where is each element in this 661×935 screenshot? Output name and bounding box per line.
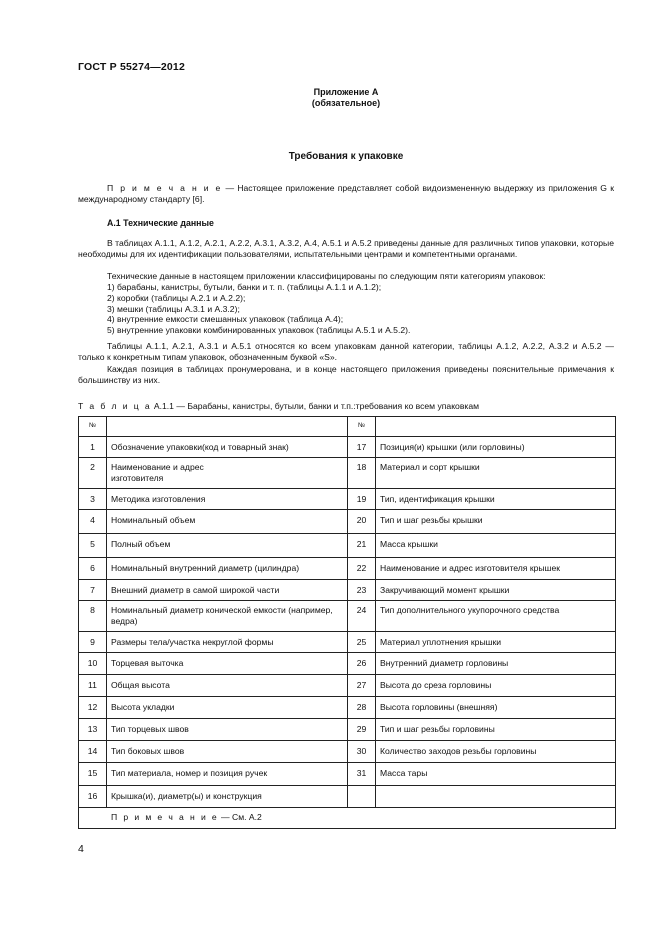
item-text: Позиция(и) крышки (или горловины) (376, 437, 616, 458)
item-text: Методика изготовления (107, 489, 348, 510)
list-item: 2) коробки (таблицы А.2.1 и А.2.2); (107, 292, 246, 303)
appendix-title: Приложение А (313, 87, 379, 97)
page-number: 4 (78, 843, 84, 855)
table-row (79, 786, 616, 808)
list-item: 1) барабаны, канистры, бутыли, банки и т. п. (таблицы А.1.1 и А.1.2); (107, 282, 382, 292)
item-text: Номинальный внутренний диаметр (цилиндра) (107, 558, 348, 580)
intro-note-label: П р и м е ч а н и е (107, 183, 223, 193)
table-row (79, 510, 616, 534)
table-row (79, 458, 616, 489)
paragraph-3: Таблицы А.1.1, А.2.1, А.3.1 и А.5.1 относятся ко всем упаковкам данной категории, таблицы А.1.2, А.2.2, А.3.2 и А.5.2 — только к конкретным типам упаковок, обозначенным буквой «S». (78, 341, 614, 362)
table-caption-text: А.1.1 — Барабаны, канистры, бутыли, банки и т.п.:требования ко всем упаковкам (151, 401, 480, 411)
item-text: Тип, идентификация крышки (376, 489, 616, 510)
item-number (348, 786, 376, 808)
item-text (376, 786, 616, 808)
item-text: Общая высота (107, 675, 348, 697)
list-item: 3) мешки (таблицы А.3.1 и А.3.2); (107, 303, 240, 314)
table-row (79, 437, 616, 458)
item-number: 28 (348, 697, 376, 719)
item-text: Внутренний диаметр горловины (376, 653, 616, 675)
item-text: Полный объем (107, 534, 348, 558)
table-note-row (79, 808, 616, 829)
intro-note (78, 183, 614, 205)
item-text: Тип торцевых швов (107, 719, 348, 741)
item-text: Количество заходов резьбы горловины (376, 741, 616, 763)
item-text: Высота до среза горловины (376, 675, 616, 697)
item-number: 3 (79, 489, 107, 510)
item-text: Материал уплотнения крышки (376, 632, 616, 653)
item-number: 21 (348, 534, 376, 558)
item-text: Обозначение упаковки(код и товарный знак) (107, 437, 348, 458)
header-no-left: № (79, 417, 107, 437)
item-text: Масса крышки (376, 534, 616, 558)
item-text: Размеры тела/участка некруглой формы (107, 632, 348, 653)
item-number: 6 (79, 558, 107, 580)
item-number: 19 (348, 489, 376, 510)
table-row (79, 580, 616, 601)
item-number: 7 (79, 580, 107, 601)
item-number: 29 (348, 719, 376, 741)
paragraph-4: Каждая позиция в таблицах пронумерована, и в конце настоящего приложения приведены пояснительные примечания к большинству из них. (78, 364, 614, 385)
table-caption-label: Т а б л и ц а (78, 401, 152, 411)
table-row (79, 558, 616, 580)
item-number: 26 (348, 653, 376, 675)
header-blank-right (376, 417, 616, 437)
table-row (79, 534, 616, 558)
item-text: Закручивающий момент крышки (376, 580, 616, 601)
item-number: 17 (348, 437, 376, 458)
header-blank-left (107, 417, 348, 437)
section-title: Требования к упаковке (288, 151, 404, 162)
item-number: 24 (348, 601, 376, 632)
item-text: Тип и шаг резьбы крышки (376, 510, 616, 534)
item-number: 25 (348, 632, 376, 653)
list-item: 5) внутренние упаковки комбинированных упаковок (таблицы А.5.1 и А.5.2). (107, 325, 411, 336)
table-row (79, 632, 616, 653)
item-number: 31 (348, 763, 376, 786)
item-number: 15 (79, 763, 107, 786)
table-row (79, 653, 616, 675)
table-note-label: П р и м е ч а н и е (111, 812, 219, 822)
item-number: 2 (79, 458, 107, 489)
table-note (79, 808, 616, 829)
table-note-text: — См. А.2 (218, 812, 262, 822)
item-number: 16 (79, 786, 107, 808)
subsection-title: А.1 Технические данные (107, 218, 214, 228)
intro-note-text: — Настоящее приложение представляет собой видоизмененную выдержку из приложения G к международному стандарту [6]. (78, 183, 614, 204)
table-row (79, 763, 616, 786)
item-text: Номинальный объем (107, 510, 348, 534)
item-number: 20 (348, 510, 376, 534)
item-text: Внешний диаметр в самой широкой части (107, 580, 348, 601)
item-text: Крышка(и), диаметр(ы) и конструкция (107, 786, 348, 808)
item-text: Тип дополнительного укупорочного средства (376, 601, 616, 632)
item-number: 5 (79, 534, 107, 558)
item-text: Номинальный диаметр конической емкости (например, ведра) (107, 601, 348, 632)
paragraph-1: В таблицах А.1.1, А.1.2, А.2.1, А.2.2, А.3.1, А.3.2, А.4, А.5.1 и А.5.2 приведены данные для различных типов упаковки, которые необходимы для их идентификации пользователями, испытательными центрами и компетентными органами. (78, 238, 614, 259)
item-text: Материал и сорт крышки (376, 458, 616, 489)
item-number: 8 (79, 601, 107, 632)
item-number: 27 (348, 675, 376, 697)
table-row (79, 675, 616, 697)
item-text: Масса тары (376, 763, 616, 786)
table-row (79, 741, 616, 763)
list-item: 4) внутренние емкости смешанных упаковок (таблица А.4); (107, 314, 344, 325)
header-no-right: № (348, 417, 376, 437)
item-text: Торцевая выточка (107, 653, 348, 675)
table-row (79, 697, 616, 719)
appendix-status: (обязательное) (311, 98, 381, 108)
table-row (79, 601, 616, 632)
item-number: 12 (79, 697, 107, 719)
item-number: 1 (79, 437, 107, 458)
item-number: 13 (79, 719, 107, 741)
standard-designation: ГОСТ Р 55274—2012 (78, 61, 186, 73)
table-caption (78, 401, 479, 411)
item-number: 11 (79, 675, 107, 697)
item-number: 18 (348, 458, 376, 489)
table-row (79, 489, 616, 510)
item-text: Высота укладки (107, 697, 348, 719)
paragraph-2: Технические данные в настоящем приложении классифицированы по следующим пяти категориям упаковок: (107, 271, 546, 281)
item-number: 22 (348, 558, 376, 580)
item-number: 10 (79, 653, 107, 675)
table-header-row (79, 417, 616, 437)
item-number: 23 (348, 580, 376, 601)
item-text: Наименование и адрес изготовителя крышек (376, 558, 616, 580)
item-number: 9 (79, 632, 107, 653)
item-number: 4 (79, 510, 107, 534)
spec-table (78, 416, 616, 829)
item-text: Высота горловины (внешняя) (376, 697, 616, 719)
item-text: Наименование и адрес изготовителя (107, 458, 348, 489)
table-row (79, 719, 616, 741)
item-number: 14 (79, 741, 107, 763)
item-text: Тип боковых швов (107, 741, 348, 763)
category-list (78, 282, 614, 336)
item-number: 30 (348, 741, 376, 763)
item-text: Тип материала, номер и позиция ручек (107, 763, 348, 786)
item-text: Тип и шаг резьбы горловины (376, 719, 616, 741)
